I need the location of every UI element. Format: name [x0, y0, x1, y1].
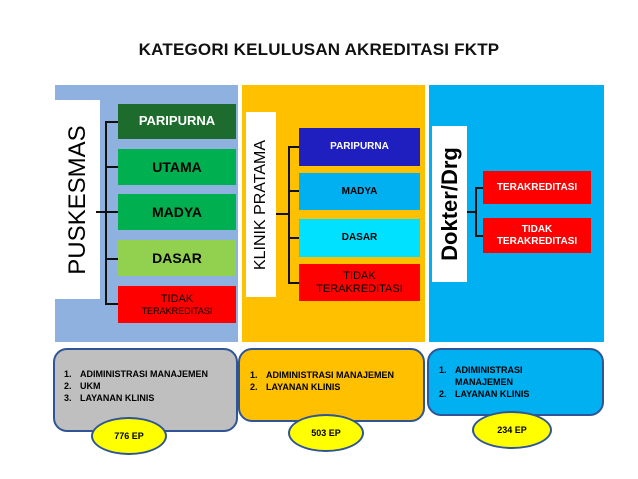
klinik-assessment-list	[250, 369, 394, 393]
category-tidak-terakreditasi	[299, 264, 420, 301]
connector	[475, 187, 483, 189]
category-paripurna: PARIPURNA	[118, 104, 236, 139]
klinik-connector-vertical	[288, 146, 290, 284]
connector	[105, 303, 118, 305]
connector	[288, 282, 299, 284]
puskesmas-label: PUSKESMAS	[63, 124, 91, 275]
klinik-pratama-footer	[238, 348, 425, 422]
category-text: TERAKREDITASI	[496, 235, 578, 247]
connector	[105, 211, 118, 213]
category-text: TERAKREDITASI	[141, 305, 213, 316]
list-item: 2. LAYANAN KLINIS	[250, 382, 341, 392]
list-item: 2. LAYANAN KLINIS	[439, 389, 530, 399]
category-dasar: DASAR	[118, 240, 236, 276]
connector	[288, 190, 299, 192]
dokter-assessment-list	[439, 364, 529, 400]
connector	[475, 235, 483, 237]
list-item: 3. LAYANAN KLINIS	[64, 393, 155, 403]
list-item: 1. ADIMINISTRASI	[439, 365, 523, 375]
list-item: 2. UKM	[64, 381, 101, 391]
category-text: TIDAK	[521, 224, 553, 235]
puskesmas-ep-badge: 776 EP	[91, 417, 167, 455]
klinik-pratama-label: KLINIK PRATAMA	[252, 139, 269, 270]
connector	[105, 258, 118, 260]
puskesmas-label-box	[55, 100, 100, 299]
connector	[105, 166, 118, 168]
klinik-pratama-label-box	[246, 112, 276, 297]
category-text: TIDAK	[343, 269, 376, 282]
dokter-drg-footer	[427, 348, 604, 416]
connector	[288, 146, 299, 148]
category-terakreditasi: TERAKREDITASI	[483, 171, 591, 204]
category-text: TERAKREDITASI	[316, 282, 403, 295]
category-tidak-terakreditasi	[483, 218, 591, 253]
klinik-ep-badge: 503 EP	[288, 414, 364, 452]
list-item: 1. ADIMINISTRASI MANAJEMEN	[250, 370, 395, 380]
category-madya: MADYA	[118, 194, 236, 230]
category-paripurna: PARIPURNA	[299, 128, 420, 166]
category-text: TIDAK	[160, 293, 194, 305]
dokter-drg-label: Dokter/Drg	[436, 147, 462, 261]
list-item: MANAJEMEN	[455, 377, 514, 387]
category-utama: UTAMA	[118, 149, 236, 185]
page-title: KATEGORI KELULUSAN AKREDITASI FKTP	[138, 40, 500, 59]
connector	[288, 237, 299, 239]
category-madya: MADYA	[299, 173, 420, 210]
category-dasar: DASAR	[299, 219, 420, 257]
category-tidak-terakreditasi	[118, 286, 236, 323]
connector	[105, 121, 118, 123]
puskesmas-assessment-list	[64, 368, 208, 404]
list-item: 1. ADIMINISTRASI MANAJEMEN	[64, 369, 209, 379]
dokter-connector-stub	[467, 211, 477, 213]
klinik-connector-stub	[276, 213, 290, 215]
dokter-drg-label-box	[432, 126, 467, 282]
dokter-ep-badge: 234 EP	[472, 411, 552, 449]
